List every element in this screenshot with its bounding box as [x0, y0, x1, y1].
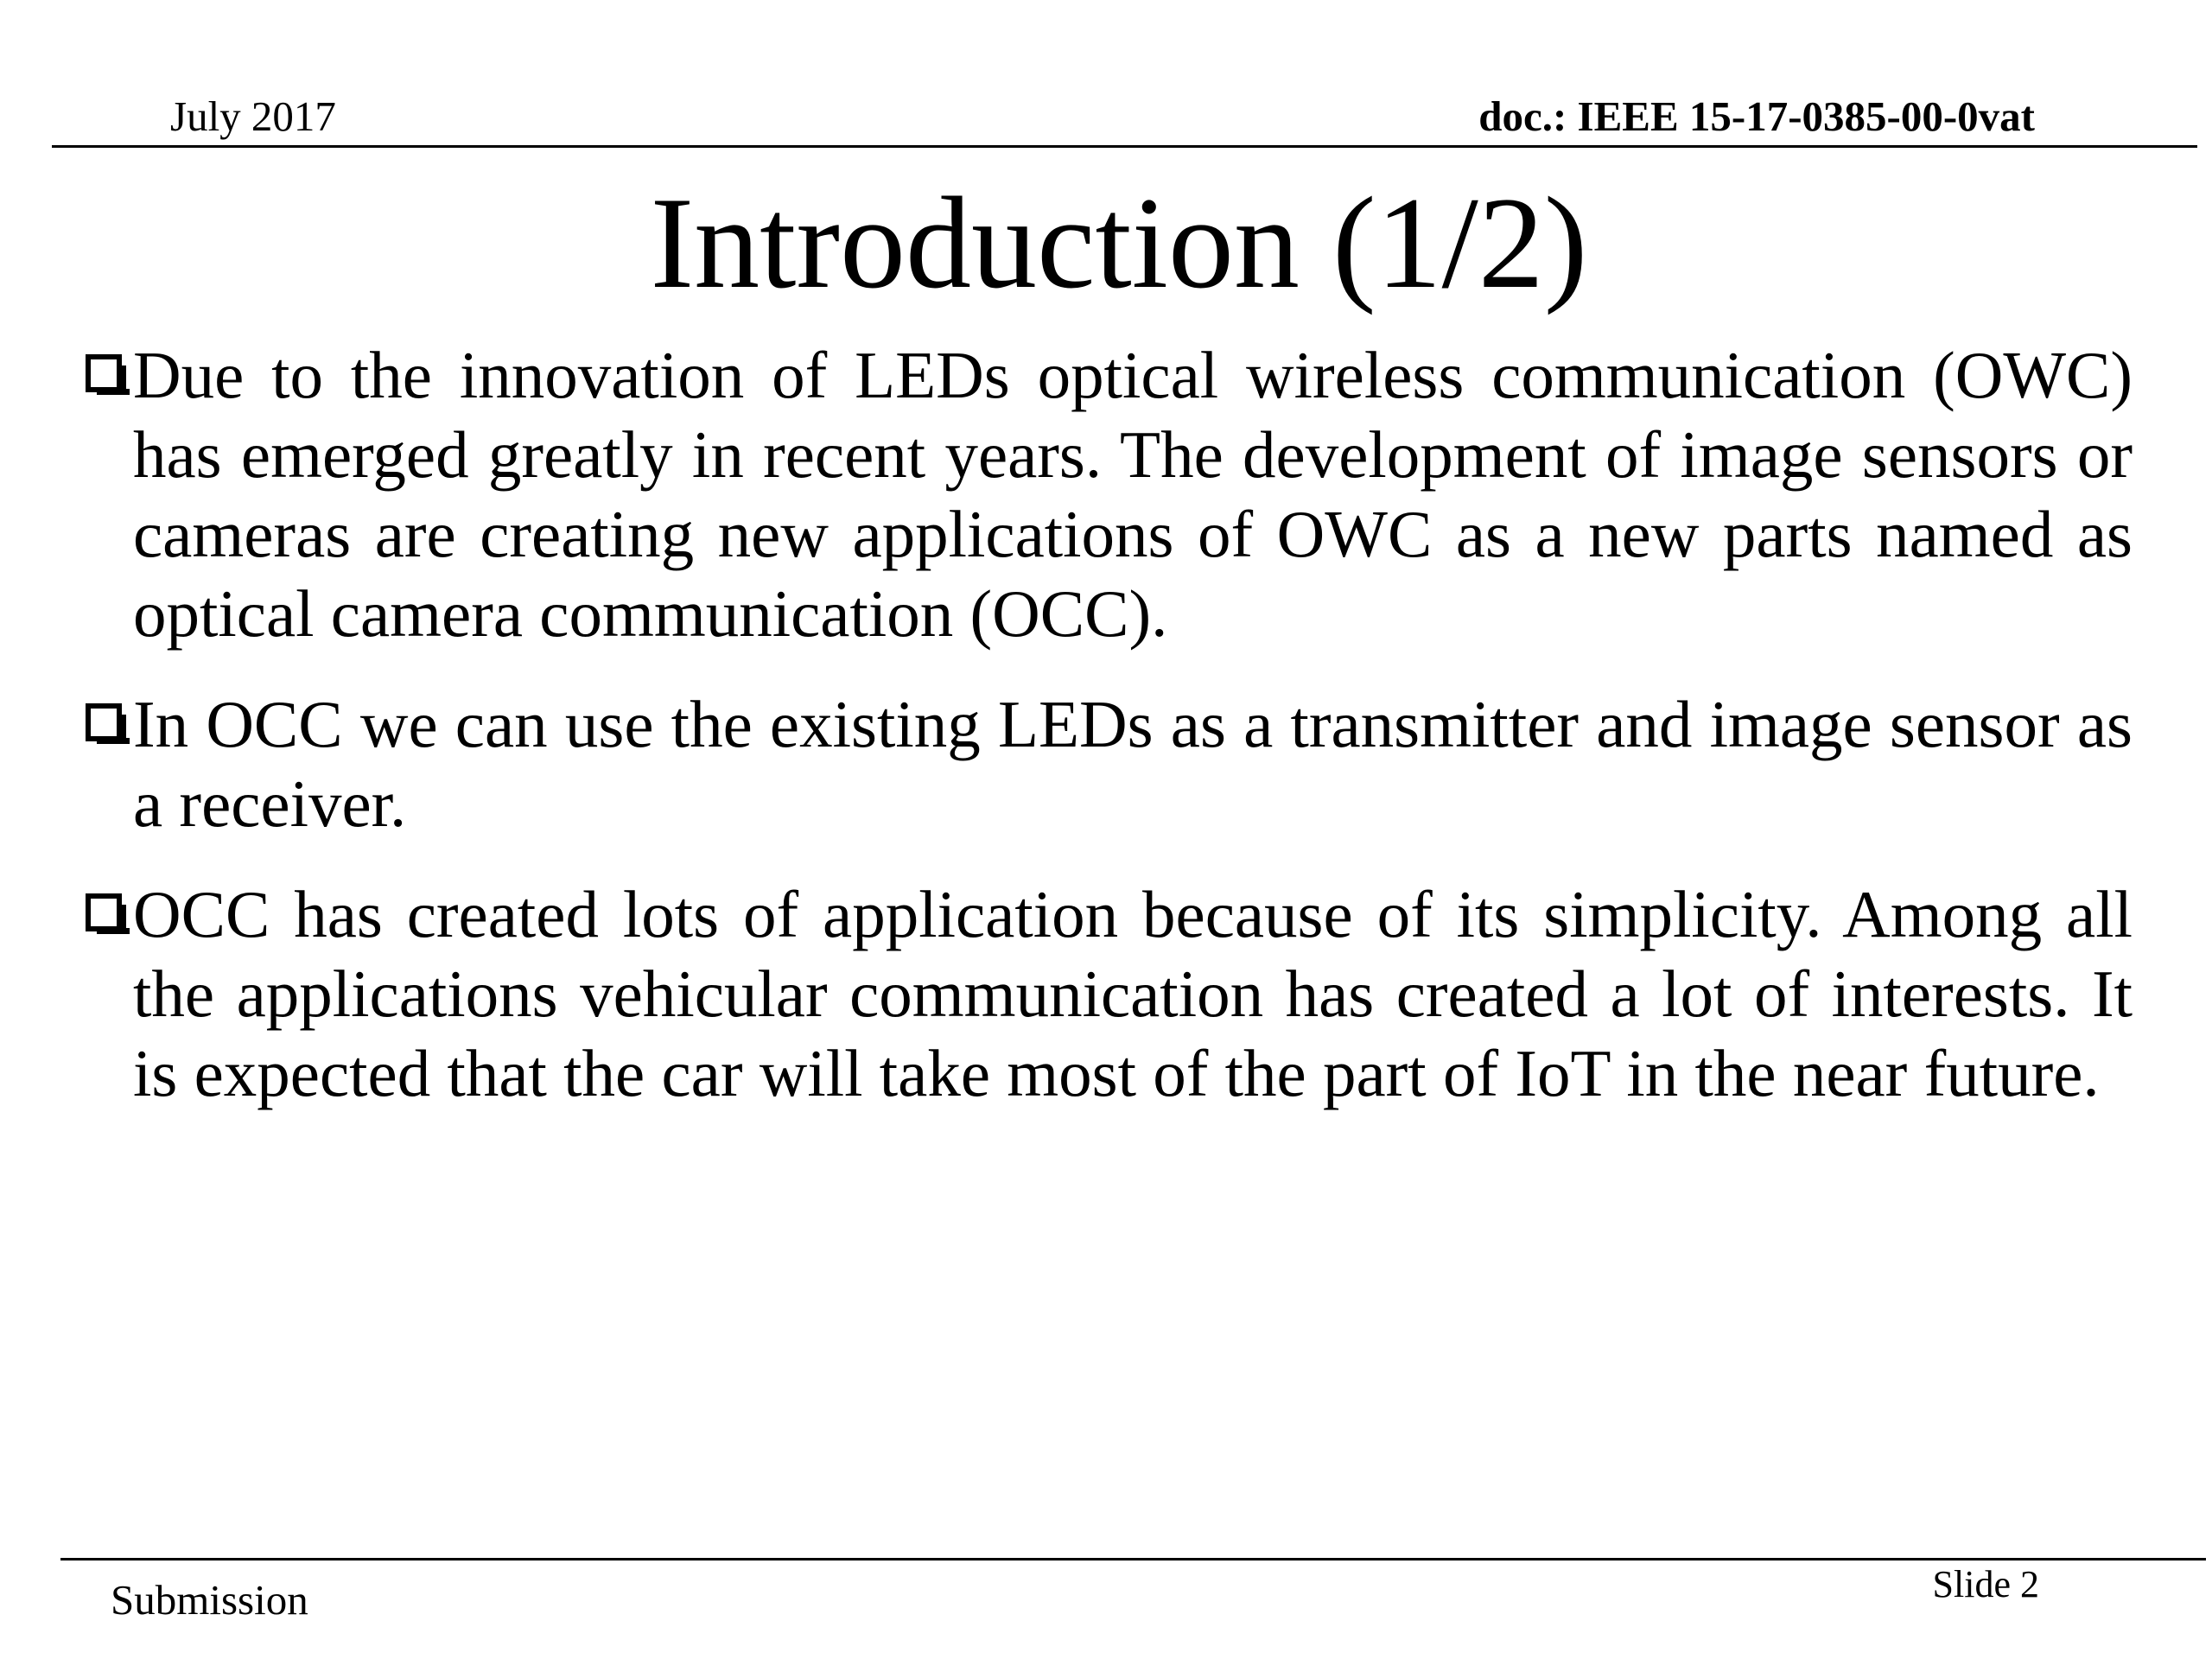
header-date: July 2017 [170, 92, 336, 140]
bullet-list [78, 335, 2133, 1144]
bullet-item [78, 335, 2133, 653]
slide-title: Introduction (1/2) [650, 170, 1588, 315]
footer-submission: Submission [111, 1576, 308, 1624]
bullet-text: In OCC we can use the existing LEDs as a transmitter and image sensor as a receiver. [133, 687, 2133, 841]
slide-number: Slide 2 [1932, 1563, 2039, 1605]
bullet-item [78, 684, 2133, 843]
bullet-text: OCC has created lots of application because of its simplicity. Among all the applications vehicular communication has created a lot of interests. It is expected that the car will take most of the part of IoT in the near future. [133, 877, 2133, 1110]
bullet-item [78, 874, 2133, 1113]
bullet-text: Due to the innovation of LEDs optical wireless communication (OWC) has emerged greatly in recent years. The development of image sensors or cameras are creating new applications of OWC as a new parts named as optical camera communication (OCC). [133, 338, 2133, 651]
checkbox-icon [86, 703, 122, 741]
header-divider [52, 145, 2197, 148]
footer-divider [60, 1558, 2206, 1560]
checkbox-icon [86, 354, 122, 392]
header-doc-id: doc.: IEEE 15-17-0385-00-0vat [1478, 92, 2035, 140]
checkbox-icon [86, 893, 122, 931]
